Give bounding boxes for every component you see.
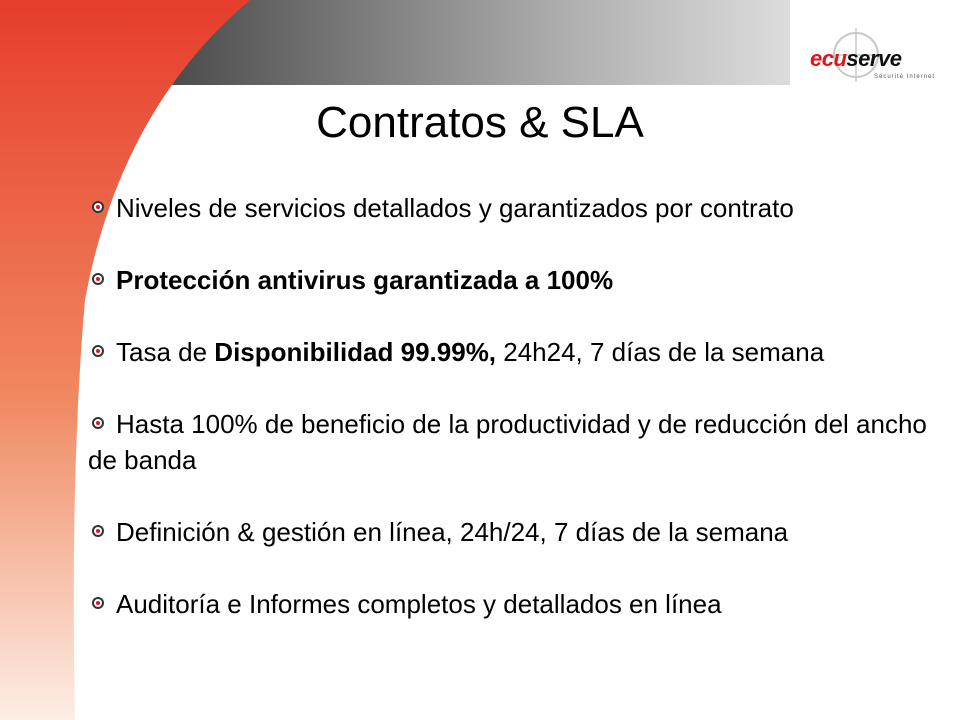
bullet-icon: [92, 597, 104, 609]
bullet-text: Hasta 100% de beneficio de la productividad y de reducción del ancho de banda: [88, 409, 927, 475]
bullet-list: [88, 190, 958, 658]
bullet-item-management: [88, 514, 958, 550]
bullet-text: Protección antivirus garantizada a 100%: [116, 265, 614, 295]
bullet-item-audit: [88, 586, 958, 622]
bullet-icon: [92, 417, 104, 429]
bullet-item-antivirus: [88, 262, 958, 298]
bullet-item-availability: [88, 334, 958, 370]
bullet-icon: [92, 345, 104, 357]
company-logo: [810, 30, 940, 88]
bullet-icon: [92, 273, 104, 285]
bullet-item-contract: [88, 190, 958, 226]
bullet-item-productivity: [88, 406, 958, 478]
bullet-text: Definición & gestión en línea, 24h/24, 7 días de la semana: [116, 517, 789, 547]
bullet-text-strong: Disponibilidad 99.99%,: [214, 337, 497, 367]
bullet-text-pre: Tasa de: [116, 337, 215, 367]
logo-tagline: Sécurité Internet: [874, 74, 936, 80]
bullet-text: Niveles de servicios detallados y garantizados por contrato: [116, 193, 794, 223]
logo-suffix: serve: [846, 46, 902, 71]
bullet-text: Auditoría e Informes completos y detallados en línea: [116, 589, 722, 619]
logo-wordmark: [810, 46, 901, 72]
bullet-icon: [92, 201, 104, 213]
bullet-text-post: 24h24, 7 días de la semana: [496, 337, 825, 367]
bullet-icon: [92, 525, 104, 537]
logo-prefix: ecu: [810, 46, 847, 71]
slide-title: Contratos & SLA: [316, 98, 644, 147]
